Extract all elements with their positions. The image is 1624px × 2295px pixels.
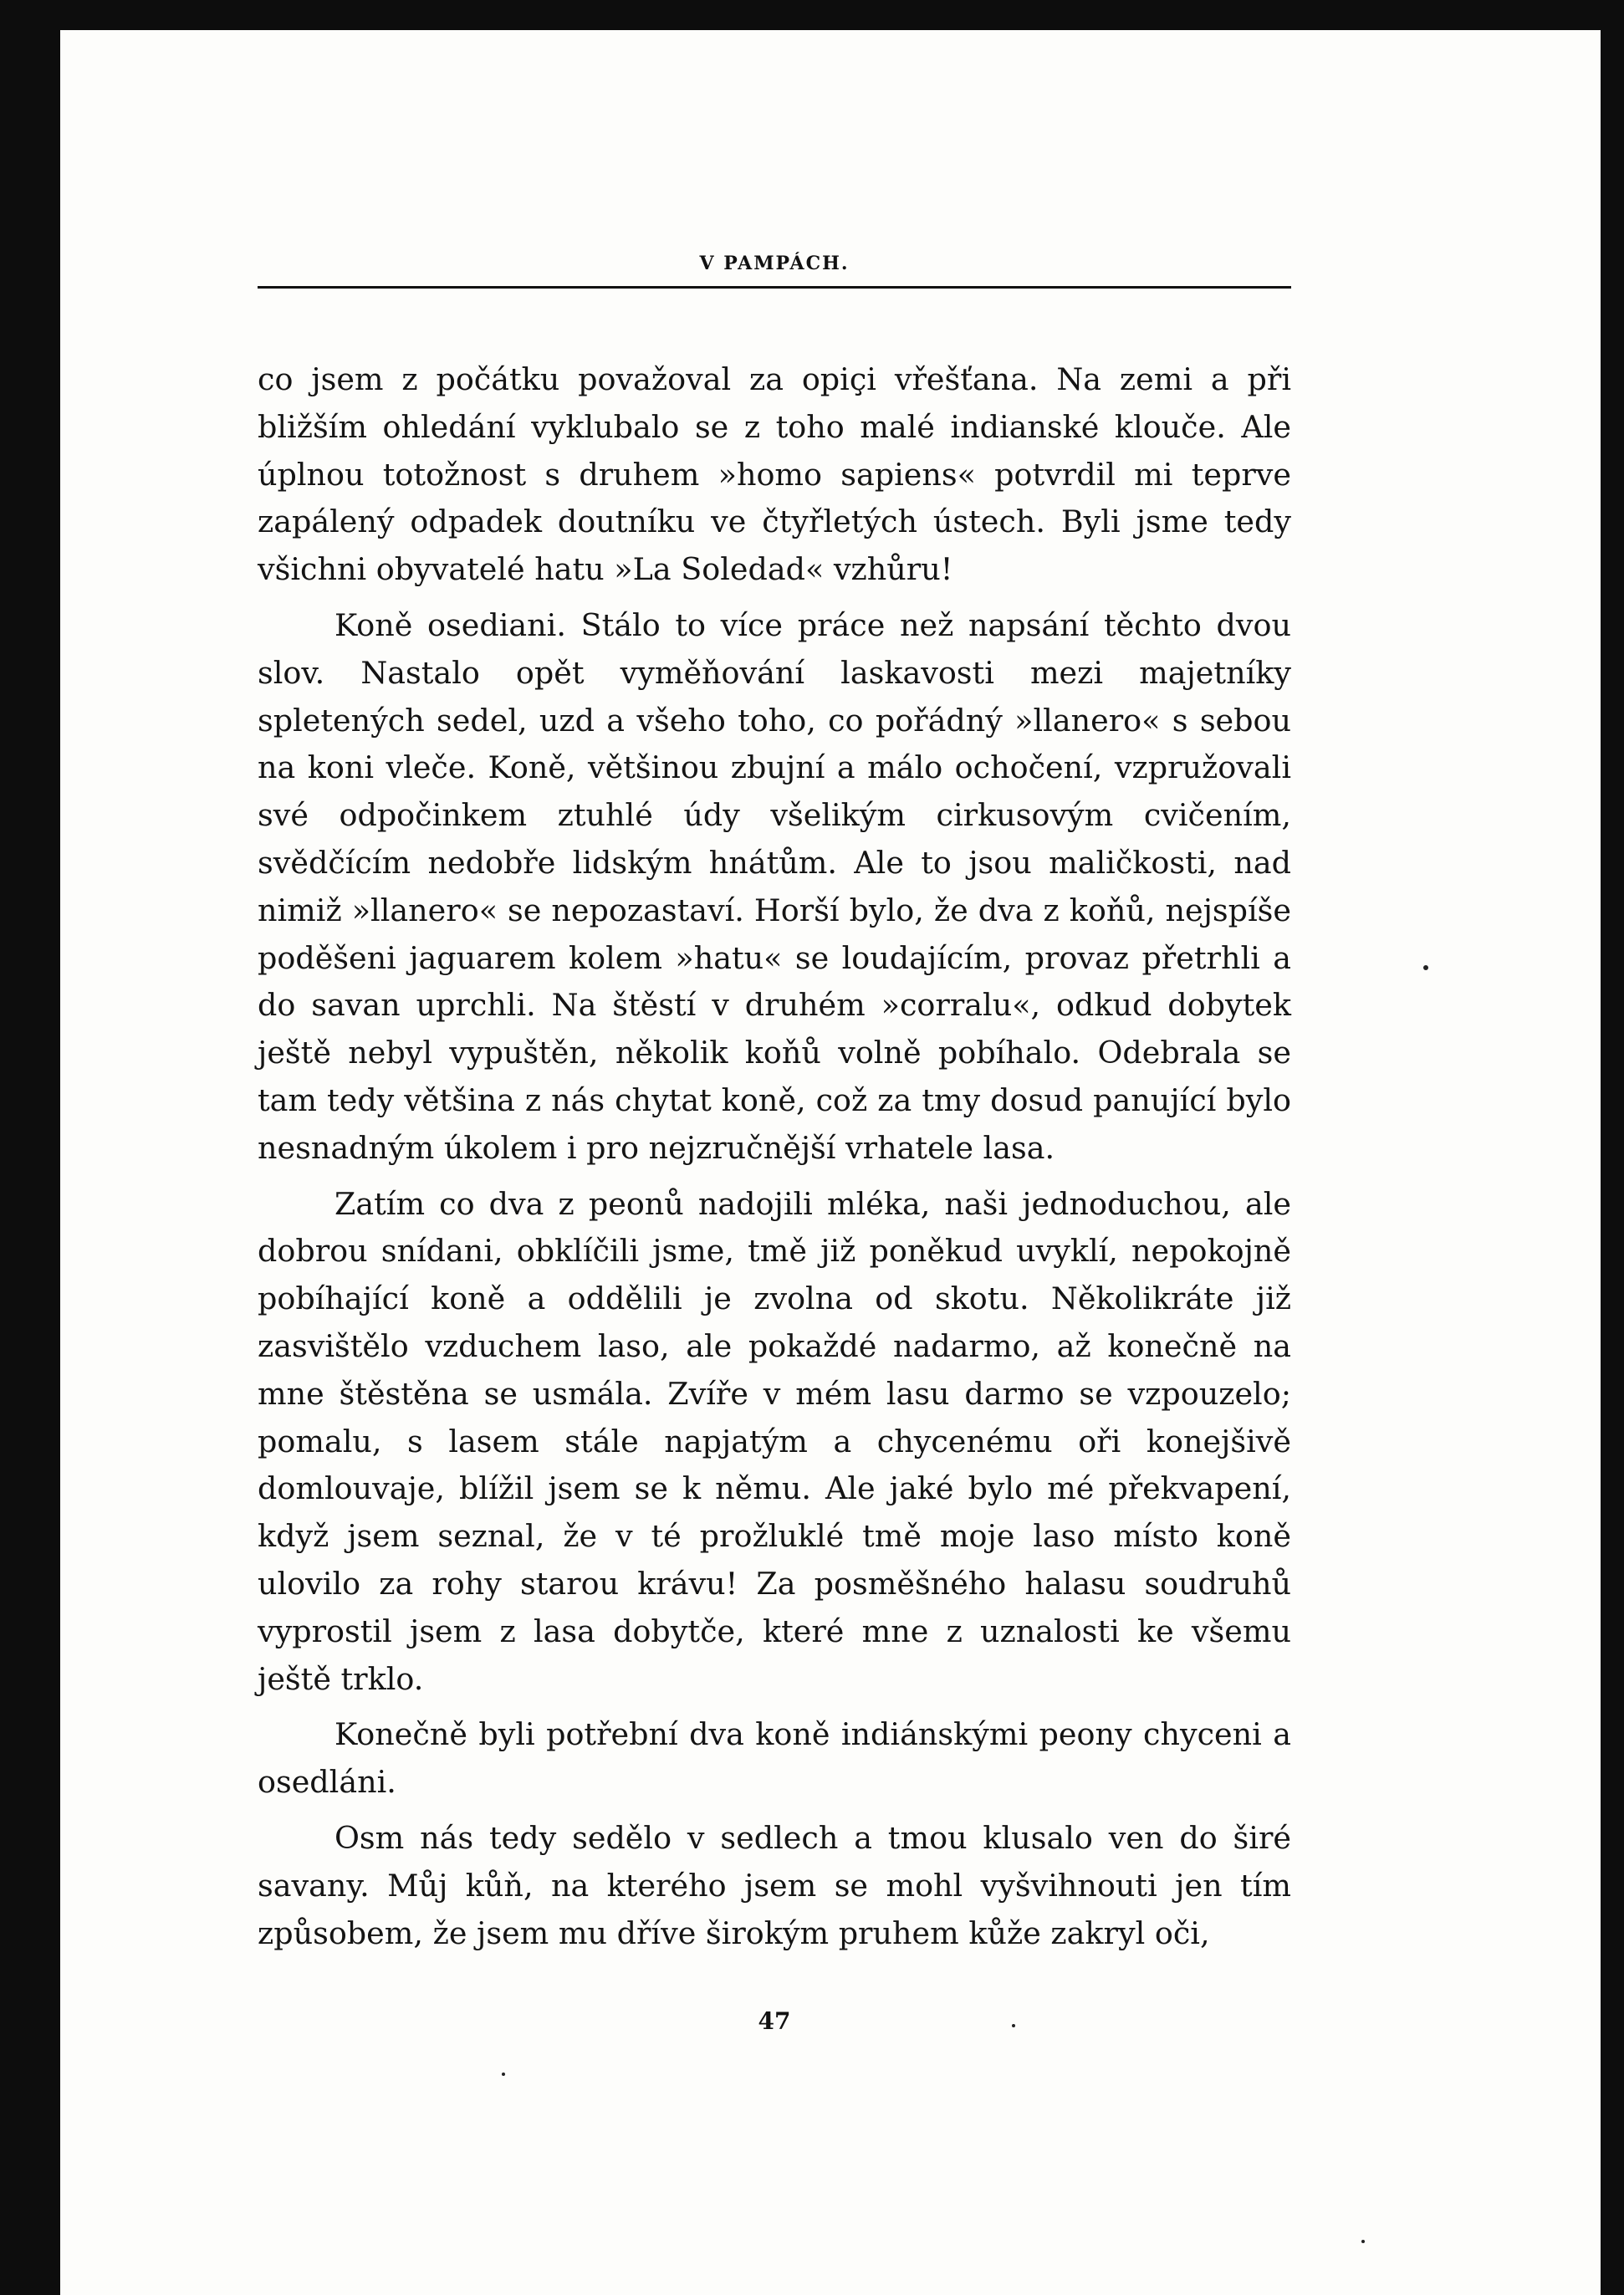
paragraph-4: Konečně byli potřební dva koně indiánskými peony chyceni a osedláni. xyxy=(258,1716,1291,1801)
ink-speck xyxy=(1361,2240,1365,2243)
running-head: V PAMPÁCH. xyxy=(699,253,850,274)
ink-speck xyxy=(502,2073,505,2076)
paragraph-2: Koně osediani. Stálo to více práce než napsání těchto dvou slov. Nastalo opět vyměňování laskavosti mezi majetníky spletených sedel, uzd a všeho toho, co pořádný »llanero« s sebou na koni vleče. Koně, většinou zbujní a málo ochočení, vzpružovali své odpočinkem ztuhlé údy všelikým cirkusovým cvičením, svědčícím nedobře lidským hnátům. Ale to jsou maličkosti, nad nimiž »llanero« se nepozastaví. Horší bylo, že dva z koňů, nejspíše poděšeni jaguarem kolem »hatu« se loudajícím, provaz přetrhli a do savan uprchli. Na štěstí v druhém »corralu«, odkud dobytek ještě nebyl vypuštěn, několik koňů volně pobíhalo. Odebrala se tam tedy většina z nás chytat koně, což za tmy dosud panující bylo nesnadným úkolem i pro nejzručnější vrhatele lasa. xyxy=(258,606,1291,1166)
paragraph-5: Osm nás tedy sedělo v sedlech a tmou klusalo ven do širé savany. Můj kůň, na kterého jsem se mohl vyšvihnouti jen tím způsobem, že jsem mu dříve širokým pruhem kůže zakryl oči, xyxy=(258,1819,1291,1951)
page-number: 47 xyxy=(758,2007,791,2035)
paragraph-3: Zatím co dva z peonů nadojili mléka, naši jednoduchou, ale dobrou snídani, obklíčili jsme, tmě již poněkud uvyklí, nepokojně pobíhající koně a oddělili je zvolna od skotu. Několikráte již zasvištělo vzduchem laso, ale pokaždé nadarmo, až konečně na mne štěstěna se usmála. Zvíře v mém lasu darmo se vzpouzelo; pomalu, s lasem stále napjatým a chycenému oři konejšivě domlouvaje, blížil jsem se k němu. Ale jaké bylo mé překvapení, když jsem seznal, že v té prožluklé tmě moje laso místo koně ulovilo za rohy starou krávu! Za posměšného halasu soudruhů vyprostil jsem z lasa dobytče, které mne z uznalosti ke všemu ještě trklo. xyxy=(258,1185,1291,1697)
ink-speck xyxy=(1423,965,1428,970)
body-text xyxy=(258,356,1291,1957)
header-rule xyxy=(258,286,1291,289)
ink-speck xyxy=(1012,2024,1015,2027)
paragraph-1: co jsem z počátku považoval za opiçi vřešťana. Na zemi a při bližším ohledání vyklubalo se z toho malé indianské klouče. Ale úplnou totožnost s druhem »homo sapiens« potvrdil mi teprve zapálený odpadek doutníku ve čtyřletých ústech. Byli jsme tedy všichni obyvatelé hatu »La Soledad« vzhůru! xyxy=(258,361,1291,588)
